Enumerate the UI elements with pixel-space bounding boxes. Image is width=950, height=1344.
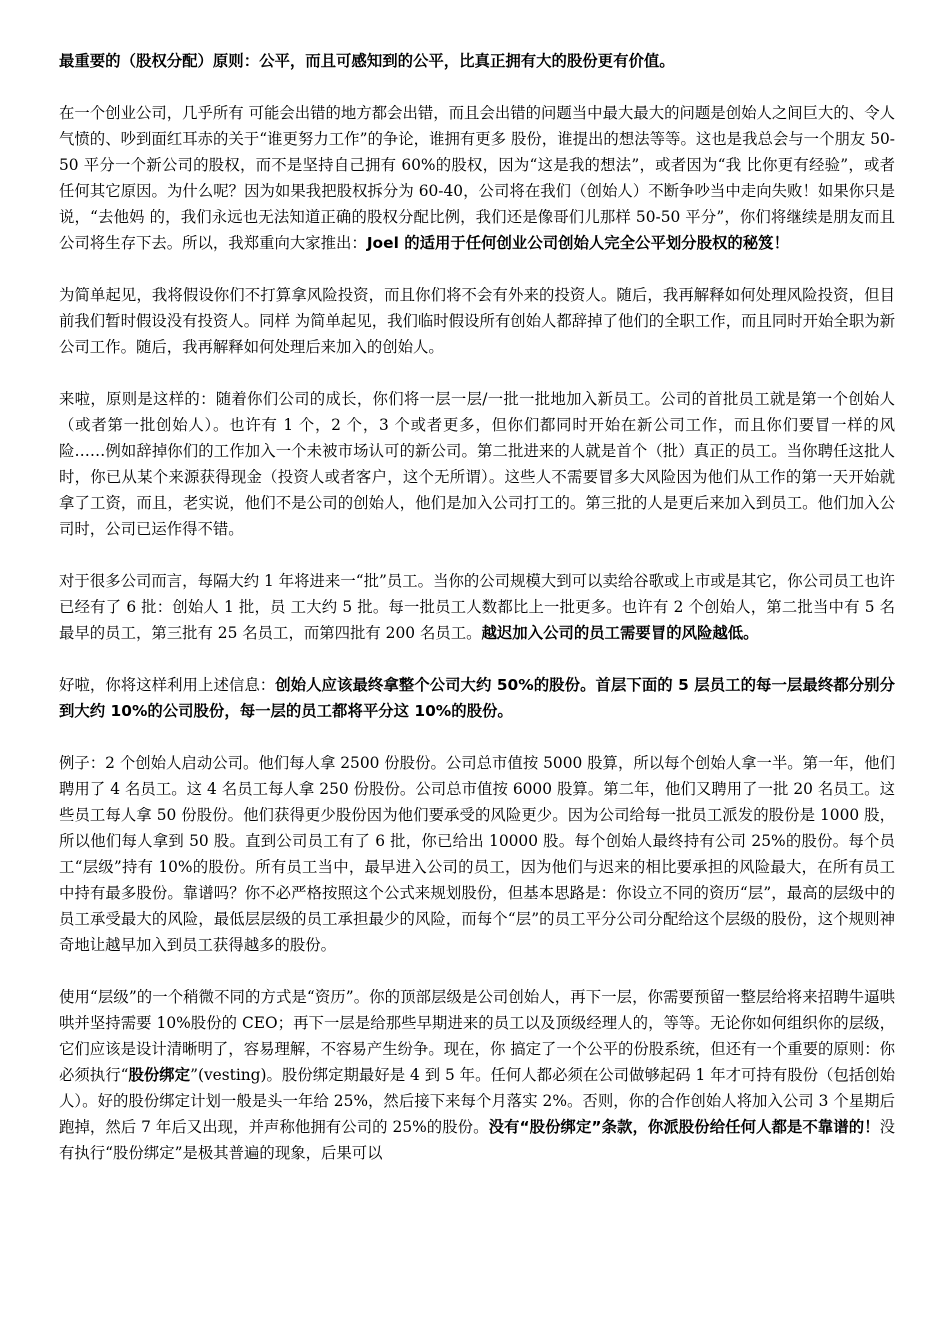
paragraph-layers	[59, 386, 895, 542]
paragraph-rule	[59, 672, 895, 724]
body-text: 使用“层级”的一个稍微不同的方式是“资历”。你的顶部层级是公司创始人，再下一层，你需要预留一整层给将来招聘牛逼哄哄并坚持需要 10%股份的 CEO；再下一层是给那些早期进来的员工以及顶级经理人的，等等。无论你如何组织你的层级，它们应该是设计清晰明了，容易理解，不容易产生纷争。现在，你 搞定了一个公平的份股系统，但还有一个重要的原则：你必须执行“	[59, 988, 895, 1084]
body-text: 对于很多公司而言，每隔大约 1 年将进来一“批”员工。当你的公司规模大到可以卖给谷歌或上市或是其它，你公司员工也许已经有了 6 批：创始人 1 批，员 工大约 5 批。每一批员工人数都比上一批更多。也许有 2 个创始人，第二批当中有 5 名最早的员工，第三批有 25 名员工，而第四批有 200 名员工。	[59, 572, 895, 642]
body-text: 为简单起见，我将假设你们不打算拿风险投资，而且你们将不会有外来的投资人。随后，我再解释如何处理风险投资，但目前我们暂时假设没有投资人。同样 为简单起见，我们临时假设所有创始人都辞掉了他们的全职工作，而且同时开始全职为新公司工作。随后，我再解释如何处理后来加入的创始人。	[59, 286, 895, 356]
body-text: 例子：2 个创始人启动公司。他们每人拿 2500 份股份。公司总市值按 5000 股算，所以每个创始人拿一半。第一年，他们聘用了 4 名员工。这 4 名员工每人拿 250 份股份。公司总市值按 6000 股算。第二年，他们又聘用了一批 20 名员工。这些员工每人拿 50 份股份。他们获得更少股份因为他们要承受的风险更少。因为公司给每一批员工派发的股份是 1000 股，所以他们每人拿到 50 股。直到公司员工有了 6 批，你已给出 10000 股。每个创始人最终持有公司 25%的股份。每个员工“层级”持有 10%的股份。所有员工当中，最早进入公司的员工，因为他们与迟来的相比要承担的风险最大，在所有员工中持有最多股份。靠谱吗？你不必严格按照这个公式来规划股份，但基本思路是：你设立不同的资历“层”，最高的层级中的员工承受最大的风险，最低层层级的员工承担最少的风险，而每个“层”的员工平分公司分配给这个层级的股份，这个规则神奇地让越早加入到员工获得越多的股份。	[59, 754, 895, 954]
body-text: 没有执行“股份绑定”是极其普遍的现象，后果可以	[59, 1118, 895, 1162]
paragraph-vesting	[59, 984, 895, 1166]
bold-text: 最重要的（股权分配）原则：公平，而且可感知到的公平，比真正拥有大的股份更有价值。	[59, 52, 675, 70]
body-text: ”(vesting)。股份绑定期最好是 4 到 5 年。任何人都必须在公司做够起码 1 年才可持有股份（包括创始人）。好的股份绑定计划一般是头一年给 25%，然后接下来每个月落实 2%。否则，你的合作创始人将加入公司 3 个星期后跑掉，然后 7 年后又出现，并声称他拥有公司的 25%的股份。	[59, 1066, 895, 1136]
paragraph-example	[59, 750, 895, 958]
paragraph-batches	[59, 568, 895, 646]
paragraph-principle	[59, 48, 895, 74]
bold-text: 越迟加入公司的员工需要冒的风险越低。	[481, 624, 759, 642]
bold-text: 没有“股份绑定”条款，你派股份给任何人都是不靠谱的！	[488, 1118, 880, 1136]
bold-text: 创始人应该最终拿整个公司大约 50%的股份。首层下面的 5 层员工的每一层最终都分别分到大约 10%的公司股份，每一层的员工都将平分这 10%的股份。	[59, 676, 895, 720]
bold-text: 股份绑定	[128, 1066, 191, 1084]
document-page	[59, 48, 895, 1192]
body-text: 在一个创业公司，几乎所有 可能会出错的地方都会出错，而且会出错的问题当中最大最大的问题是创始人之间巨大的、令人气愤的、吵到面红耳赤的关于“谁更努力工作”的争论，谁拥有更多 股份，谁提出的想法等等。这也是我总会与一个朋友 50-50 平分一个新公司的股权，而不是坚持自己拥有 60%的股权，因为“这是我的想法”，或者因为“我 比你更有经验”，或者任何其它原因。为什么呢？因为如果我把股权拆分为 60-40，公司将在我们（创始人）不断争吵当中走向失败！如果你只是说，“去他妈 的，我们永远也无法知道正确的股权分配比例，我们还是像哥们儿那样 50-50 平分”，你们将继续是朋友而且公司将生存下去。所以，我郑重向大家推出：	[59, 104, 895, 252]
body-text: 好啦，你将这样利用上述信息：	[59, 676, 276, 694]
body-text: 来啦，原则是这样的：随着你们公司的成长，你们将一层一层/一批一批地加入新员工。公司的首批员工就是第一个创始人（或者第一批创始人）。也许有 1 个，2 个，3 个或者更多，但你们都同时开始在新公司工作，而且你们要冒一样的风险……例如辞掉你们的工作加入一个未被市场认可的新公司。第二批进来的人就是首个（批）真正的员工。当你聘任这批人时，你已从某个来源获得现金（投资人或者客户，这个无所谓）。这些人不需要冒多大风险因为他们从工作的第一天开始就拿了工资，而且，老实说，他们不是公司的创始人，他们是加入公司打工的。第三批的人是更后来加入到员工。他们加入公司时，公司已运作得不错。	[59, 390, 895, 538]
bold-text: Joel 的适用于任何创业公司创始人完全公平划分股权的秘笈！	[366, 234, 789, 252]
paragraph-assumptions	[59, 282, 895, 360]
paragraph-founder-disputes	[59, 100, 895, 256]
